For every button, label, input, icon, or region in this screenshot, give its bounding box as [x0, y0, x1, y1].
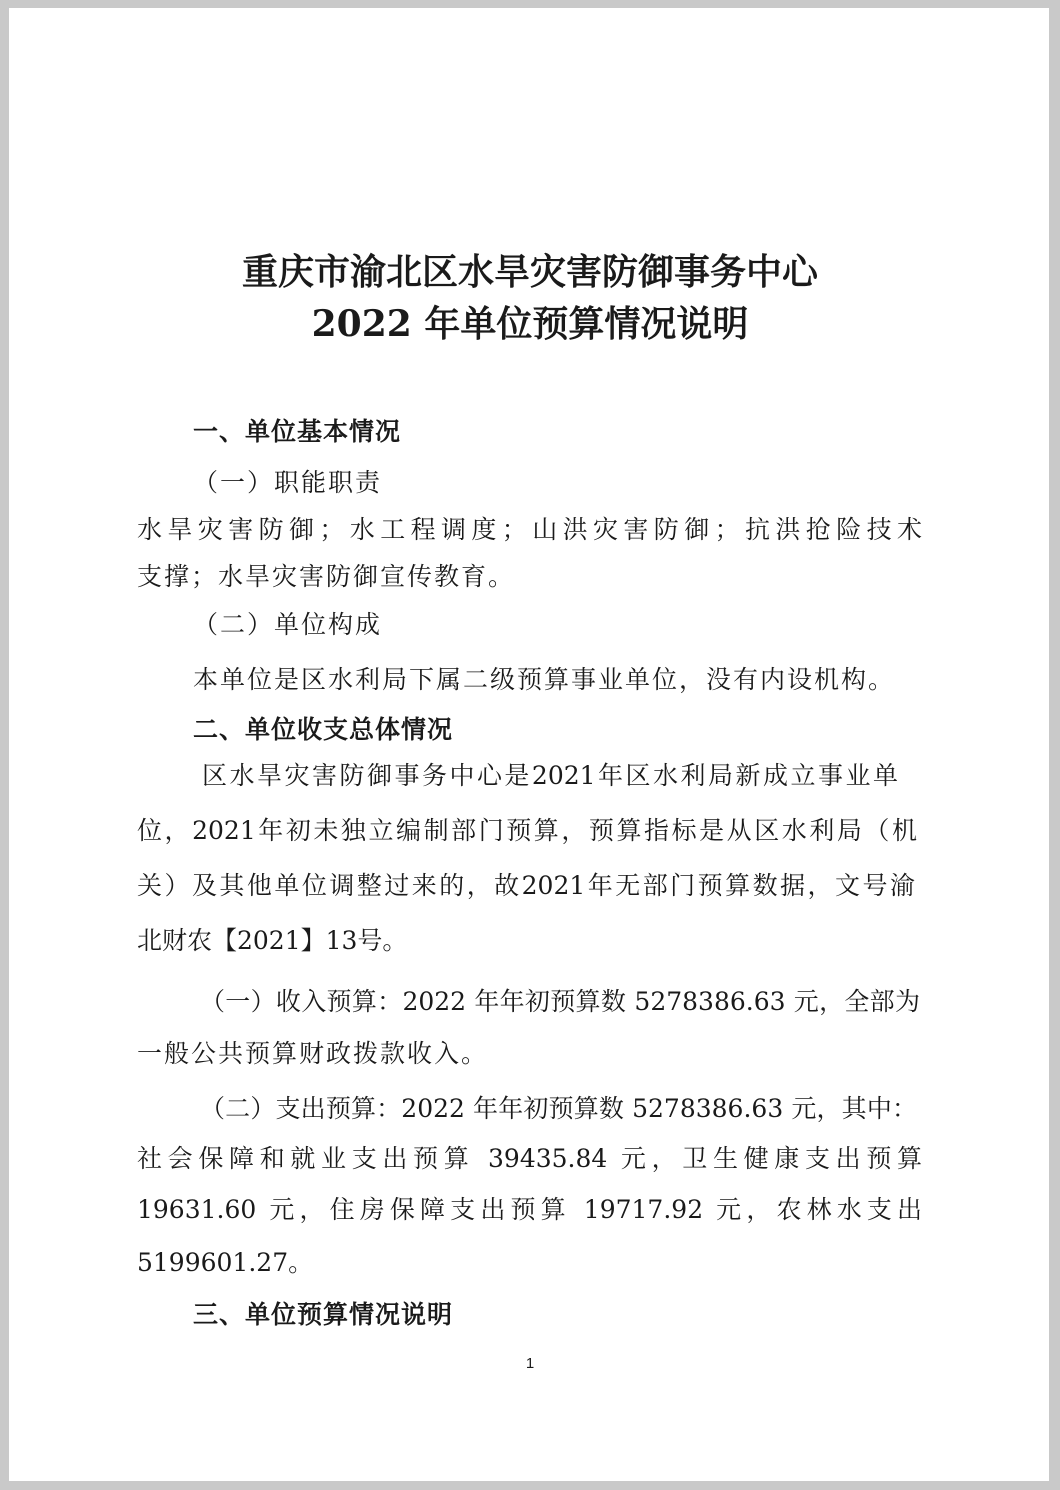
page-number: 1 — [525, 1355, 535, 1372]
expense-line4: 5199601.27。 — [137, 1248, 314, 1277]
section2-line3: 关）及其他单位调整过来的，故2021年无部门预算数据，文号渝 — [137, 871, 915, 900]
section2-line2: 位，2021年初未独立编制部门预算，预算指标是从区水利局（机 — [137, 816, 917, 845]
income-line2: 一般公共预算财政拨款收入。 — [137, 1039, 489, 1068]
section2-line1: 区水旱灾害防御事务中心是2021年区水利局新成立事业单 — [202, 761, 898, 790]
expense-line1: （二）支出预算：2022 年年初预算数 5278386.63 元，其中： — [200, 1094, 917, 1123]
sub1-heading: （一）职能职责 — [193, 468, 383, 497]
sub1-body-line2: 支撑；水旱灾害防御宣传教育。 — [137, 562, 516, 591]
section2-line4: 北财农【2021】13号。 — [137, 926, 408, 955]
expense-line2: 社会保障和就业支出预算 39435.84 元，卫生健康支出预算 — [137, 1144, 922, 1173]
section1-heading: 一、单位基本情况 — [193, 417, 402, 446]
document-title-line2-text: 2022 年单位预算情况说明 — [311, 303, 749, 345]
document-title-line1: 重庆市渝北区水旱灾害防御事务中心 — [241, 251, 818, 293]
sub1-body-line1: 水旱灾害防御；水工程调度；山洪灾害防御；抗洪抢险技术 — [137, 515, 922, 544]
income-line1: （一）收入预算：2022 年年初预算数 5278386.63 元，全部为 — [200, 987, 920, 1016]
document-title-line2 — [0, 300, 1060, 349]
sub2-body: 本单位是区水利局下属二级预算事业单位，没有内设机构。 — [193, 665, 896, 694]
expense-line3: 19631.60 元，住房保障支出预算 19717.92 元，农林水支出 — [137, 1195, 922, 1224]
section2-heading: 二、单位收支总体情况 — [193, 715, 454, 744]
section3-heading: 三、单位预算情况说明 — [193, 1300, 454, 1329]
sub2-heading: （二）单位构成 — [193, 610, 383, 639]
